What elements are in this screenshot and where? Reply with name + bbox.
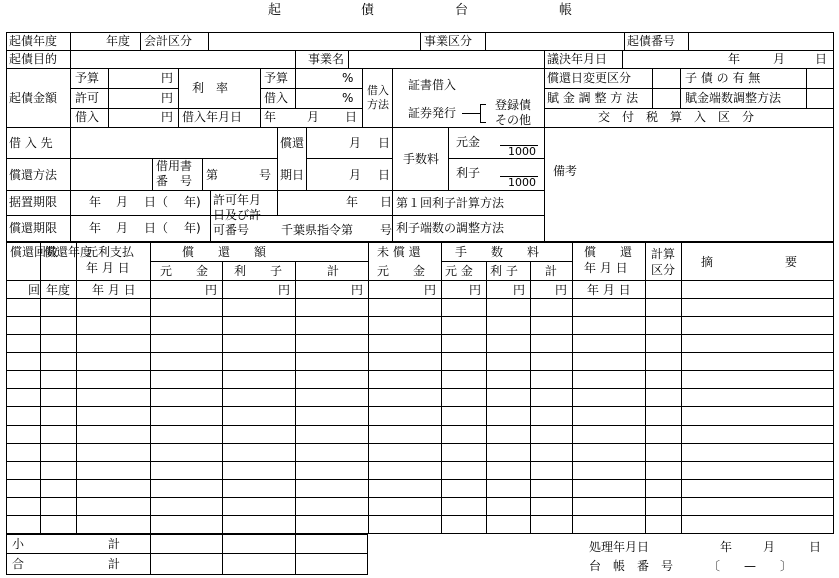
h-tesuryo: 手 数 料 <box>455 245 540 259</box>
table-row-line <box>6 334 834 335</box>
kariire-label: 借入 <box>75 110 100 124</box>
rishi-denominator: 1000 <box>508 176 536 189</box>
riritsu-kariire-label: 借入 <box>264 91 289 105</box>
giketsu-label: 議決年月日 <box>547 52 608 66</box>
h-shokan-nendo: 償還年度 <box>44 245 93 259</box>
u-en: 円 <box>555 283 568 297</box>
pct-unit: % <box>342 71 354 85</box>
table-row-line <box>6 461 834 462</box>
giketsu-day: 日 <box>815 52 828 66</box>
h-tesuryo-rishi: 利 子 <box>490 264 518 278</box>
kisai-nendo-label: 起債年度 <box>9 34 58 48</box>
ganpon-denominator: 1000 <box>508 145 536 158</box>
h-shokangaku: 償 還 額 <box>182 245 267 259</box>
h-keisan-kubun: 計算区分 <box>651 247 676 277</box>
title-char-4: 帳 <box>559 3 573 18</box>
shokan-label: 償還 <box>280 136 305 150</box>
kyoka-year: 年 <box>346 195 359 209</box>
kyoka-nengappi-label: 許可年月 <box>213 193 262 207</box>
gokei-label: 合 計 <box>12 557 121 571</box>
kisai-kingaku-label: 起債金額 <box>9 91 58 105</box>
rishi-label: 利子 <box>456 166 481 180</box>
h-gankin: 元 金 <box>160 264 209 278</box>
u-ymd: 年 月 日 <box>92 283 136 297</box>
table-row-line <box>6 443 834 444</box>
u-en: 円 <box>424 283 437 297</box>
kariire-hoho-label: 借入方法 <box>367 84 389 111</box>
shori-day: 日 <box>809 540 822 554</box>
shoken-label: 証券発行 <box>408 106 457 120</box>
shokan-day-paren: 日（ <box>144 221 169 235</box>
kariire-month: 月 <box>307 110 320 124</box>
dai1kai-rishi-label: 第１回利子計算方法 <box>396 196 505 210</box>
u-en: 円 <box>351 283 364 297</box>
yen-unit: 円 <box>161 91 174 105</box>
oyobi-label: 日及び許 <box>213 208 262 222</box>
bango-label: 番 号 <box>156 174 193 188</box>
h-shiharai-ymd: 年 月 日 <box>86 261 130 275</box>
kariire-date-label: 借入年月日 <box>182 110 243 124</box>
shori-year: 年 <box>720 540 733 554</box>
table-row-line <box>6 515 834 516</box>
kijitsu-month-2: 月 <box>349 168 362 182</box>
kisai-bango-label: 起債番号 <box>627 34 676 48</box>
h-mishokan-gankin: 元 金 <box>377 264 426 278</box>
daicho-bango-bracket: 〔 — 〕 <box>708 559 793 573</box>
h-tesuryo-kei: 計 <box>545 264 558 278</box>
title-char-1: 起 <box>268 3 282 18</box>
h-kei: 計 <box>327 264 340 278</box>
shokanbi-henko-label: 償還日変更区分 <box>547 71 632 85</box>
h-mishokan: 未 償 還 <box>377 245 421 259</box>
yen-unit: 円 <box>161 71 174 85</box>
toroku-label: 登録債 <box>495 98 532 112</box>
daicho-bango-label: 台 帳 番 号 <box>589 559 674 573</box>
sueoki-month: 月 <box>116 195 129 209</box>
table-row-line <box>6 406 834 407</box>
kijitsu-label: 期日 <box>280 168 305 182</box>
kofu-zei-label: 交 付 税 算 入 区 分 <box>598 110 755 124</box>
riritsu-yosan-label: 予算 <box>264 71 289 85</box>
kaikei-kubun-label: 会計区分 <box>144 34 193 48</box>
u-nendo: 年度 <box>46 283 71 297</box>
shokei-label: 小 計 <box>12 537 121 551</box>
giketsu-month: 月 <box>773 52 786 66</box>
h-shokan-kaisu: 償還回数 <box>10 245 59 259</box>
rishi-hasu-label: 利子端数の調整方法 <box>396 221 505 235</box>
pct-unit: % <box>342 91 354 105</box>
fukin-hasu-label: 賦金端数調整方法 <box>685 91 782 105</box>
kyoka-bango-label: 可番号 <box>213 223 250 237</box>
sueoki-kigen-label: 据置期限 <box>9 195 58 209</box>
table-row-line <box>6 316 834 317</box>
kyoka-day: 日 <box>380 195 393 209</box>
u-en: 円 <box>278 283 291 297</box>
chiba-go-label: 号 <box>380 223 393 237</box>
kijitsu-day-1: 日 <box>378 136 391 150</box>
title-char-2: 債 <box>361 3 375 18</box>
sueoki-day-paren: 日（ <box>144 195 169 209</box>
h-rishi: 利 子 <box>234 264 283 278</box>
shokan-nen-paren: 年) <box>184 221 201 235</box>
table-row-line <box>6 479 834 480</box>
h-tekiyo: 摘 要 <box>701 255 798 269</box>
table-row-line <box>6 388 834 389</box>
kisai-mokuteki-label: 起債目的 <box>9 52 58 66</box>
kariiresaki-label: 借 入 先 <box>9 136 53 150</box>
go-label: 号 <box>259 168 272 182</box>
table-row-line <box>6 497 834 498</box>
riritsu-label: 利 率 <box>192 81 229 95</box>
u-en: 円 <box>469 283 482 297</box>
h-ganri-shiharai: 元利支払 <box>86 245 135 259</box>
table-row-line <box>6 425 834 426</box>
jigyo-mei-label: 事業名 <box>308 52 345 66</box>
h-shokan-ymd: 償 還 <box>584 245 633 259</box>
shokan-year: 年 <box>89 221 102 235</box>
u-kai: 回 <box>28 283 41 297</box>
h-tesuryo-gankin: 元 金 <box>445 264 473 278</box>
dai-label: 第 <box>206 168 219 182</box>
chiba-shirei-label: 千葉県指令第 <box>281 223 354 237</box>
sueoki-nen-paren: 年) <box>184 195 201 209</box>
kijitsu-month-1: 月 <box>349 136 362 150</box>
kariire-day: 日 <box>345 110 358 124</box>
table-row-line <box>6 370 834 371</box>
kosai-umu-label: 子 債 の 有 無 <box>685 71 761 85</box>
shosho-label: 証書借入 <box>408 78 457 92</box>
kijitsu-day-2: 日 <box>378 168 391 182</box>
nendo-label: 年度 <box>106 34 131 48</box>
u-en: 円 <box>205 283 218 297</box>
upper-form-frame <box>6 32 834 242</box>
title-char-3: 台 <box>455 3 469 18</box>
shokan-kigen-label: 償還期限 <box>9 221 58 235</box>
shori-month: 月 <box>763 540 776 554</box>
u-en: 円 <box>513 283 526 297</box>
fukin-chosei-label: 賦 金 調 整 方 法 <box>547 91 639 105</box>
shori-nengappi-label: 処理年月日 <box>589 540 650 554</box>
sueoki-year: 年 <box>89 195 102 209</box>
biko-label: 備考 <box>553 164 578 178</box>
table-row-line <box>6 352 834 353</box>
jigyo-kubun-label: 事業区分 <box>424 34 473 48</box>
giketsu-year: 年 <box>728 52 741 66</box>
shokan-month: 月 <box>116 221 129 235</box>
yen-unit: 円 <box>161 110 174 124</box>
sonota-label: その他 <box>495 113 532 127</box>
h-shokan-ymd2: 年 月 日 <box>584 261 628 275</box>
shoyosho-label: 借用書 <box>156 159 193 173</box>
kariire-year: 年 <box>264 110 277 124</box>
ganpon-label: 元金 <box>456 135 481 149</box>
u-shokan-ymd: 年 月 日 <box>587 283 631 297</box>
shokan-hoho-label: 償還方法 <box>9 168 58 182</box>
yosan-label: 予算 <box>75 71 100 85</box>
kyoka-label: 許可 <box>75 91 100 105</box>
tesuryo-label: 手数料 <box>403 152 440 166</box>
